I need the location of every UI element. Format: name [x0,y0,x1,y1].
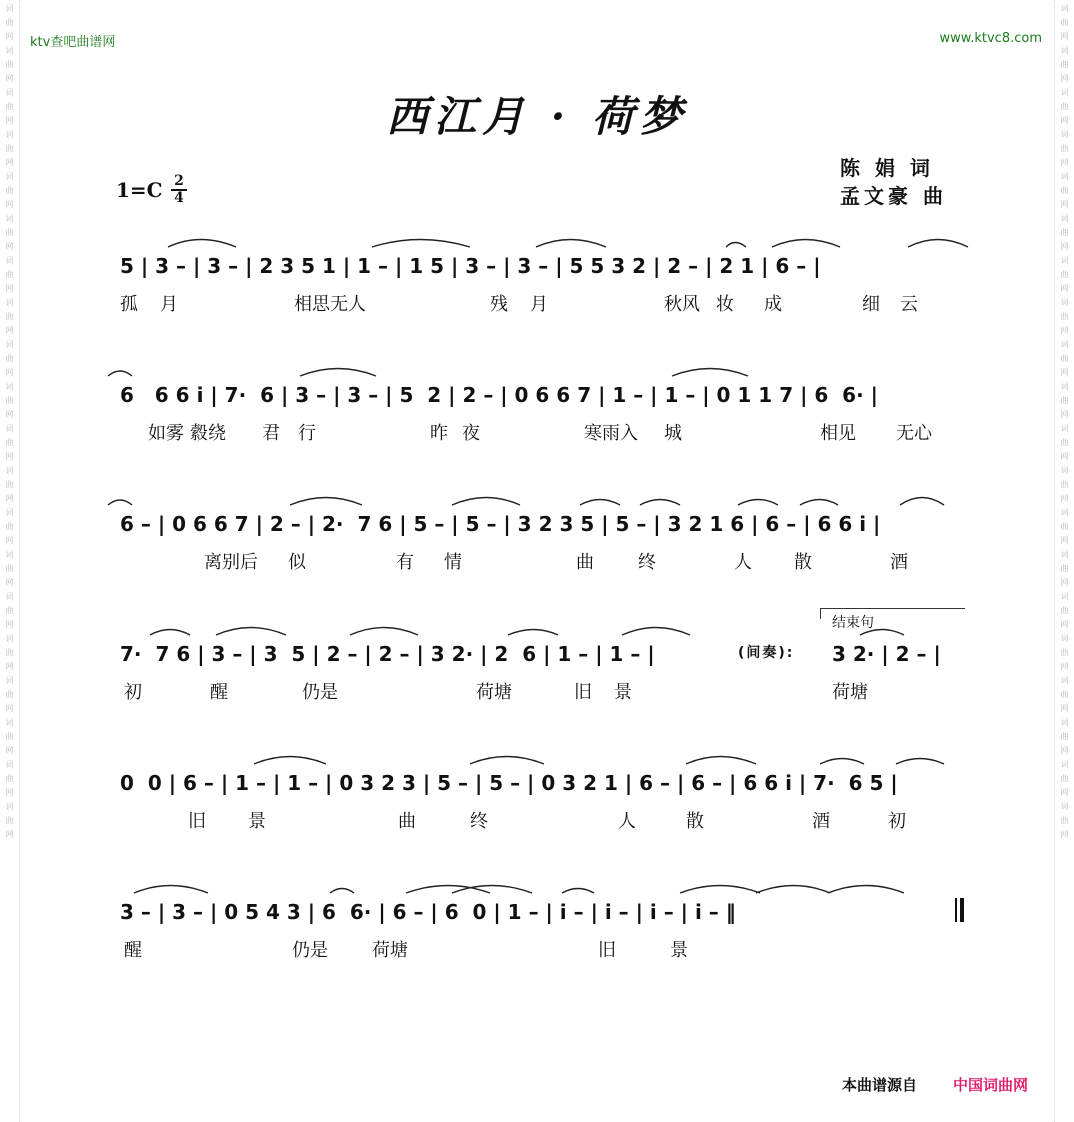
watermark-char: 词 [5,88,14,97]
notation-row-1: 5 | 3 – | 3 – | 2 3 5 1 | 1 – | 1 5 | 3 – | 3 – | 5 5 3 2 | 2 – | 2 1 | 6 – | [120,254,821,278]
watermark-char: 曲 [1060,396,1069,405]
slur [372,240,470,248]
watermark-char: 曲 [5,816,14,825]
watermark-char: 曲 [1060,774,1069,783]
slur [300,369,376,377]
watermark-char: 词 [5,382,14,391]
watermark-char: 曲 [1060,522,1069,531]
watermark-char: 词 [1060,340,1069,349]
watermark-char: 词 [5,130,14,139]
slur [738,500,778,506]
watermark-char: 曲 [1060,60,1069,69]
watermark-char: 网 [5,32,14,41]
watermark-char: 曲 [5,648,14,657]
slur [562,889,594,894]
watermark-char: 网 [5,116,14,125]
slur [470,757,544,765]
lyric-syllable: 初 [124,682,142,703]
lyric-syllable: 昨 [430,423,448,444]
watermark-char: 网 [1060,704,1069,713]
lyric-syllable: 离别后 [204,552,258,573]
lyric-syllable: 月 [530,294,548,315]
final-barline [956,898,962,922]
watermark-char: 曲 [5,312,14,321]
watermark-char: 词 [5,634,14,643]
watermark-char: 网 [1060,74,1069,83]
lyric-syllable: 如雾 [148,423,184,444]
lyric-syllable: 景 [248,811,266,832]
watermark-char: 网 [1060,620,1069,629]
slur [216,628,286,636]
notation-row-6: 3 – | 3 – | 0 5 4 3 | 6 6· | 6 – | 6 0 | 1 – | i – | i – | i – | i – ‖ [120,900,736,924]
lyric-syllable: 景 [614,682,632,703]
watermark-char: 曲 [5,606,14,615]
watermark-char: 网 [1060,410,1069,419]
watermark-char: 曲 [5,480,14,489]
lyric-syllable: 城 [664,423,682,444]
watermark-char: 网 [1060,662,1069,671]
lyric-syllable: 人 [734,552,752,573]
notation-row-3: 6 – | 0 6 6 7 | 2 – | 2· 7 6 | 5 – | 5 – | 3 2 3 5 | 5 – | 3 2 1 6 | 6 – | 6 6 i | [120,512,881,536]
watermark-char: 曲 [5,144,14,153]
watermark-site-right[interactable]: www.ktvc8.com [939,31,1042,46]
watermark-char: 词 [1060,172,1069,181]
lyric-syllable: 孤 [120,294,138,315]
watermark-char: 词 [5,508,14,517]
watermark-char: 网 [5,662,14,671]
watermark-char: 曲 [5,228,14,237]
watermark-char: 曲 [1060,816,1069,825]
slur [828,886,904,894]
lyric-syllable: 人 [618,811,636,832]
lyric-syllable: 醒 [210,682,228,703]
lyric-syllable: 縠绕 [190,423,226,444]
watermark-char: 曲 [5,60,14,69]
ending-label: 结束句 [832,615,874,631]
slur [108,500,132,505]
watermark-char: 词 [1060,88,1069,97]
watermark-char: 词 [5,802,14,811]
watermark-char: 网 [1060,284,1069,293]
lyric-syllable: 景 [670,940,688,961]
time-signature-top: 2 [171,174,187,191]
watermark-char: 曲 [1060,144,1069,153]
watermark-char: 网 [5,788,14,797]
watermark-char: 曲 [5,18,14,27]
slur [640,500,680,506]
watermark-char: 曲 [1060,312,1069,321]
watermark-char: 网 [5,326,14,335]
watermark-char: 词 [5,4,14,13]
watermark-site-left[interactable]: ktv查吧曲谱网 [30,35,116,50]
watermark-char: 词 [5,550,14,559]
watermark-char: 网 [1060,242,1069,251]
watermark-char: 曲 [5,396,14,405]
watermark-char: 曲 [5,732,14,741]
composer-credit: 孟文豪 曲 [840,184,947,208]
lyric-syllable: 曲 [398,811,416,832]
lyric-syllable: 寒雨入 [584,423,638,444]
notation-row-4-ending: 3 2· | 2 – | [832,642,941,666]
watermark-char: 词 [1060,802,1069,811]
lyric-syllable: 妆 [716,294,734,315]
watermark-char: 曲 [1060,102,1069,111]
watermark-char: 网 [5,536,14,545]
slur [756,886,830,894]
watermark-char: 网 [5,74,14,83]
watermark-char: 词 [1060,382,1069,391]
lyricist-credit: 陈 娟 词 [840,156,934,180]
watermark-char: 曲 [1060,648,1069,657]
slur [580,500,620,506]
slur [134,886,208,894]
watermark-char: 曲 [5,690,14,699]
watermark-char: 词 [1060,550,1069,559]
watermark-char: 网 [1060,830,1069,839]
watermark-char: 网 [1060,536,1069,545]
lyric-syllable: 行 [298,423,316,444]
lyric-syllable: 相见 [820,423,856,444]
watermark-char: 网 [1060,158,1069,167]
watermark-char: 网 [5,704,14,713]
lyric-syllable: 旧 [574,682,592,703]
watermark-char: 网 [5,284,14,293]
watermark-char: 词 [1060,298,1069,307]
lyric-syllable: 荷塘 [372,940,408,961]
notation-row-5: 0 0 | 6 – | 1 – | 1 – | 0 3 2 3 | 5 – | 5 – | 0 3 2 1 | 6 – | 6 – | 6 6 i | 7· 6 5 | [120,771,898,795]
watermark-char: 曲 [1060,18,1069,27]
lyric-syllable: 无心 [896,423,932,444]
time-signature-bottom: 4 [174,190,184,206]
watermark-char: 网 [5,830,14,839]
lyric-syllable: 醒 [124,940,142,961]
lyric-syllable: 似 [288,552,306,573]
watermark-char: 词 [5,298,14,307]
slur [772,240,840,248]
watermark-char: 网 [5,410,14,419]
slur [168,240,236,248]
lyric-syllable: 终 [470,811,488,832]
lyric-syllable: 夜 [462,423,480,444]
slur [672,369,748,377]
watermark-char: 网 [1060,326,1069,335]
slur [820,759,864,765]
lyric-syllable: 散 [686,811,704,832]
slur [254,757,326,765]
slur [686,757,756,765]
lyric-syllable: 散 [794,552,812,573]
watermark-char: 网 [5,620,14,629]
watermark-char: 词 [1060,424,1069,433]
watermark-char: 曲 [1060,186,1069,195]
watermark-char: 词 [5,214,14,223]
watermark-char: 词 [1060,130,1069,139]
lyric-syllable: 仍是 [292,940,328,961]
lyric-syllable: 荷塘 [832,682,868,703]
watermark-char: 曲 [1060,564,1069,573]
watermark-char: 曲 [1060,480,1069,489]
watermark-char: 网 [1060,32,1069,41]
lyric-syllable: 情 [444,552,462,573]
lyric-syllable: 成 [764,294,782,315]
watermark-char: 曲 [5,354,14,363]
notation-row-4: 7· 7 6 | 3 – | 3 5 | 2 – | 2 – | 3 2· | 2 6 | 1 – | 1 – | [120,642,655,666]
lyric-syllable: 残 [490,294,508,315]
watermark-char: 词 [1060,718,1069,727]
watermark-char: 曲 [1060,270,1069,279]
lyric-syllable: 荷塘 [476,682,512,703]
interlude-marker: (间奏): [738,645,795,661]
watermark-char: 曲 [1060,732,1069,741]
lyric-syllable: 仍是 [302,682,338,703]
lyric-syllable: 初 [888,811,906,832]
lyric-syllable: 旧 [188,811,206,832]
lyric-syllable: 相思无人 [294,294,366,315]
notation-row-2: 6 6 6 i | 7· 6 | 3 – | 3 – | 5 2 | 2 – | 0 6 6 7 | 1 – | 1 – | 0 1 1 7 | 6 6· | [120,383,878,407]
slur [726,243,746,248]
watermark-char: 词 [5,676,14,685]
watermark-char: 网 [5,242,14,251]
watermark-char: 词 [5,172,14,181]
watermark-char: 词 [1060,4,1069,13]
slur [508,630,558,636]
slur [860,630,904,636]
watermark-char: 词 [5,256,14,265]
slur [108,371,132,376]
watermark-char: 词 [5,718,14,727]
watermark-char: 曲 [5,522,14,531]
watermark-char: 网 [1060,578,1069,587]
watermark-char: 词 [1060,508,1069,517]
watermark-char: 网 [5,368,14,377]
key-signature: 1=C [116,178,163,202]
lyric-syllable: 月 [160,294,178,315]
watermark-char: 网 [1060,494,1069,503]
watermark-char: 曲 [1060,606,1069,615]
watermark-char: 曲 [1060,354,1069,363]
slur [150,630,190,636]
watermark-char: 曲 [5,438,14,447]
footer-source-label: 本曲谱源自 [842,1076,918,1094]
watermark-char: 词 [5,592,14,601]
footer-source-name[interactable]: 中国词曲网 [953,1076,1029,1094]
watermark-char: 词 [1060,760,1069,769]
watermark-char: 词 [1060,676,1069,685]
watermark-char: 网 [5,494,14,503]
slur [896,759,944,765]
watermark-char: 词 [1060,634,1069,643]
watermark-char: 曲 [5,186,14,195]
slur [350,628,418,636]
slur [900,498,944,506]
watermark-char: 网 [1060,368,1069,377]
lyric-syllable: 终 [638,552,656,573]
lyric-syllable: 曲 [576,552,594,573]
slur [908,240,968,248]
lyric-syllable: 酒 [890,552,908,573]
watermark-char: 网 [1060,452,1069,461]
watermark-char: 网 [5,158,14,167]
lyric-syllable: 云 [900,294,918,315]
slur [452,498,520,506]
watermark-char: 曲 [5,564,14,573]
watermark-char: 词 [5,46,14,55]
watermark-char: 词 [1060,592,1069,601]
watermark-char: 曲 [5,270,14,279]
watermark-char: 词 [1060,214,1069,223]
watermark-char: 词 [1060,256,1069,265]
watermark-char: 曲 [1060,438,1069,447]
watermark-char: 曲 [1060,690,1069,699]
watermark-char: 词 [5,424,14,433]
lyric-syllable: 有 [396,552,414,573]
watermark-char: 网 [5,746,14,755]
slur [680,886,760,894]
watermark-char: 网 [5,578,14,587]
lyric-syllable: 君 [262,423,280,444]
slur [800,500,838,506]
slur [622,628,690,636]
watermark-char: 词 [5,466,14,475]
watermark-char: 曲 [5,774,14,783]
lyric-syllable: 细 [862,294,880,315]
watermark-char: 网 [5,200,14,209]
watermark-char: 网 [1060,200,1069,209]
watermark-char: 词 [1060,46,1069,55]
watermark-char: 词 [5,760,14,769]
watermark-char: 曲 [1060,228,1069,237]
watermark-char: 曲 [5,102,14,111]
lyric-syllable: 旧 [598,940,616,961]
slur [536,240,606,248]
watermark-char: 网 [1060,116,1069,125]
watermark-char: 词 [1060,466,1069,475]
watermark-char: 网 [1060,788,1069,797]
watermark-char: 网 [1060,746,1069,755]
song-title: 西江月 · 荷梦 [386,92,688,141]
watermark-char: 词 [5,340,14,349]
lyric-syllable: 酒 [812,811,830,832]
watermark-char: 网 [5,452,14,461]
slur [330,889,354,894]
slur [290,498,362,506]
lyric-syllable: 秋风 [664,294,700,315]
